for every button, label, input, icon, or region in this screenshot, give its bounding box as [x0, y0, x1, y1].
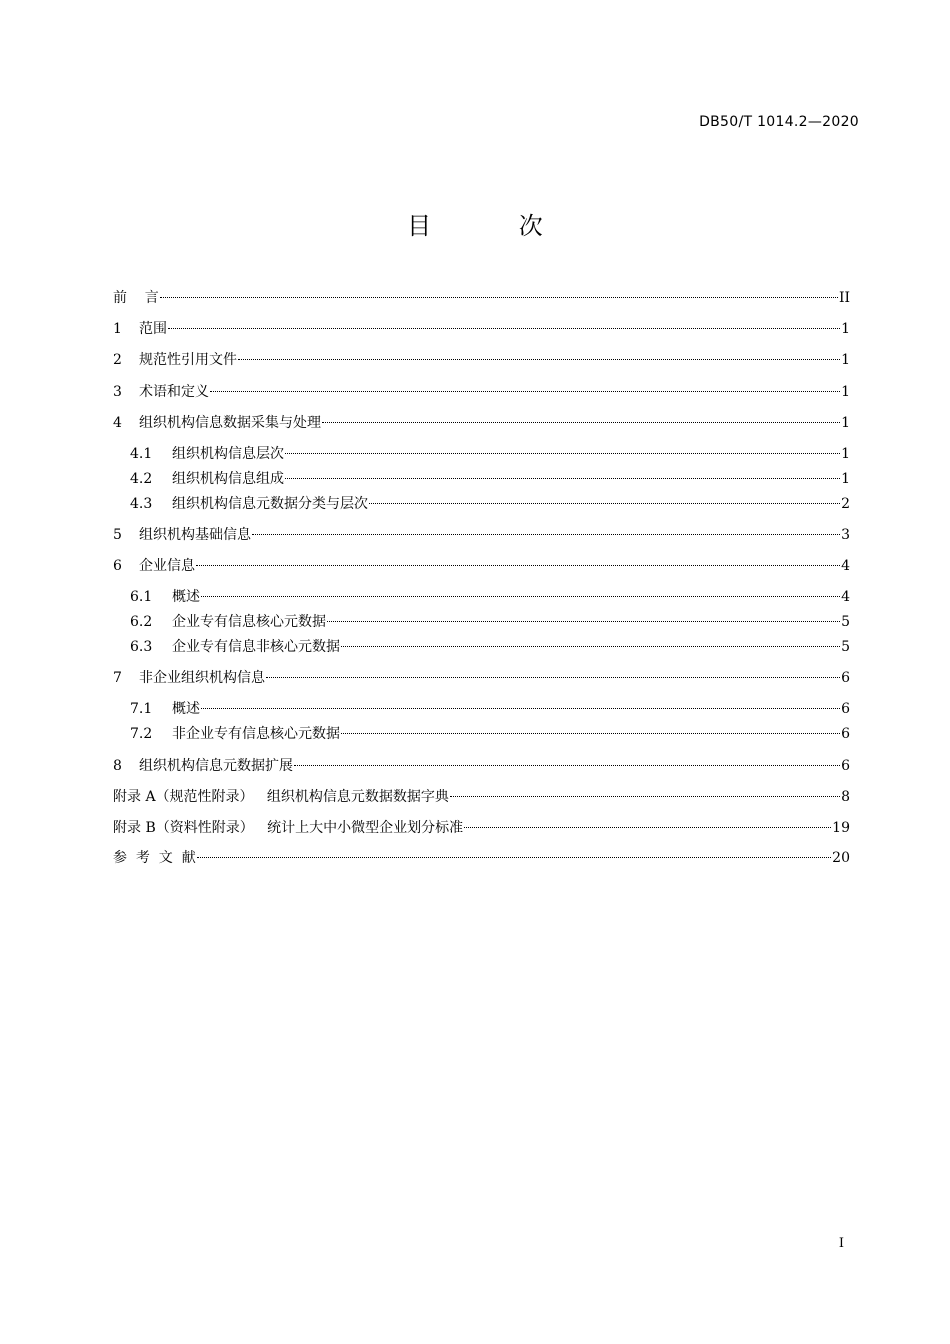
toc-entry-4[interactable]: [113, 413, 850, 433]
toc-entry-label: 范围: [139, 321, 167, 337]
dot-leader: [285, 478, 840, 479]
toc-entry-number: 3: [113, 384, 122, 400]
toc-entry-page: 2: [841, 496, 850, 512]
dot-leader: [450, 796, 840, 797]
toc-entry-2[interactable]: [113, 350, 850, 370]
toc-entry-appendix-a[interactable]: [113, 787, 850, 807]
toc-entry-foreword[interactable]: [113, 288, 850, 308]
dot-leader: [322, 422, 840, 423]
toc-entry-page: 6: [841, 701, 850, 717]
dot-leader: [210, 391, 840, 392]
toc-entry-page: 5: [841, 639, 850, 655]
toc-entry-label: 前 言: [113, 290, 159, 306]
toc-entry-label: 规范性引用文件: [139, 352, 237, 368]
toc-entry-6[interactable]: [113, 556, 850, 576]
toc-entry-number: 8: [113, 758, 122, 774]
toc-entry-4-2[interactable]: [113, 469, 850, 489]
toc-entry-page: 4: [841, 558, 850, 574]
toc-entry-number: 1: [113, 321, 122, 337]
toc-entry-label: 企业专有信息非核心元数据: [172, 639, 340, 655]
toc-entry-page: 1: [841, 384, 850, 400]
toc-entry-label: 组织机构信息元数据分类与层次: [172, 496, 368, 512]
toc-entry-label: 企业专有信息核心元数据: [172, 614, 326, 630]
toc-entry-number: 7: [113, 670, 122, 686]
page-number: I: [838, 1236, 844, 1251]
toc-entry-number: 6.2: [130, 614, 153, 630]
toc-entry-number: 6.1: [130, 589, 153, 605]
dot-leader: [369, 503, 840, 504]
toc-title: 目 次: [407, 212, 583, 240]
dot-leader: [464, 827, 831, 828]
toc-entry-7[interactable]: [113, 668, 850, 688]
toc-entry-label: 参 考 文 献: [113, 850, 196, 866]
toc-entry-label: 组织机构信息数据采集与处理: [139, 415, 321, 431]
toc-entry-number: 5: [113, 527, 122, 543]
toc-entry-label: 非企业专有信息核心元数据: [172, 726, 340, 742]
dot-leader: [196, 565, 840, 566]
dot-leader: [266, 677, 840, 678]
toc-entry-page: 1: [841, 321, 850, 337]
toc-entry-number: 4.3: [130, 496, 153, 512]
toc-entry-page: 6: [841, 726, 850, 742]
dot-leader: [168, 328, 840, 329]
toc-entry-label: 组织机构基础信息: [139, 527, 251, 543]
toc-entry-number: 6: [113, 558, 122, 574]
document-code: DB50/T 1014.2—2020: [699, 114, 859, 130]
dot-leader: [341, 733, 840, 734]
toc-entry-7-2[interactable]: [113, 724, 850, 744]
toc-entry-label: 企业信息: [139, 558, 195, 574]
toc-entry-page: 1: [841, 352, 850, 368]
toc-entry-page: 1: [841, 446, 850, 462]
toc-entry-number: 4: [113, 415, 122, 431]
toc-entry-number: 7.1: [130, 701, 153, 717]
toc-entry-4-3[interactable]: [113, 494, 850, 514]
toc-entry-6-2[interactable]: [113, 612, 850, 632]
dot-leader: [252, 534, 840, 535]
toc-entry-number: 6.3: [130, 639, 153, 655]
toc-entry-label: 概述: [172, 589, 200, 605]
toc-entry-label: 术语和定义: [139, 384, 209, 400]
toc-entry-label: 附录 B（资料性附录） 统计上大中小微型企业划分标准: [113, 820, 464, 836]
toc-entry-page: 5: [841, 614, 850, 630]
dot-leader: [201, 596, 840, 597]
toc-entry-references[interactable]: [113, 848, 850, 868]
toc-entry-label: 组织机构信息层次: [172, 446, 284, 462]
dot-leader: [327, 621, 840, 622]
dot-leader: [201, 708, 840, 709]
toc-entry-page: 20: [832, 850, 850, 866]
toc-entry-label: 附录 A（规范性附录） 组织机构信息元数据数据字典: [113, 789, 449, 805]
toc-entry-number: 4.1: [130, 446, 153, 462]
toc-entry-4-1[interactable]: [113, 444, 850, 464]
toc-entry-3[interactable]: [113, 382, 850, 402]
toc-entry-7-1[interactable]: [113, 699, 850, 719]
toc-entry-1[interactable]: [113, 319, 850, 339]
toc-entry-page: 6: [841, 670, 850, 686]
toc-entry-8[interactable]: [113, 756, 850, 776]
dot-leader: [285, 453, 840, 454]
toc-entry-appendix-b[interactable]: [113, 818, 850, 838]
toc-entry-label: 概述: [172, 701, 200, 717]
toc-entry-6-1[interactable]: [113, 587, 850, 607]
toc-entry-page: 4: [841, 589, 850, 605]
toc-entry-page: 8: [841, 789, 850, 805]
toc-entry-page: II: [838, 290, 850, 306]
toc-entry-page: 1: [841, 471, 850, 487]
toc-entry-number: 7.2: [130, 726, 153, 742]
toc-entry-6-3[interactable]: [113, 637, 850, 657]
toc-entry-page: 3: [841, 527, 850, 543]
dot-leader: [197, 857, 831, 858]
toc-entry-page: 6: [841, 758, 850, 774]
dot-leader: [341, 646, 840, 647]
toc-entry-label: 非企业组织机构信息: [139, 670, 265, 686]
dot-leader: [160, 297, 838, 298]
toc-entry-number: 2: [113, 352, 122, 368]
dot-leader: [294, 765, 840, 766]
toc-entry-label: 组织机构信息元数据扩展: [139, 758, 293, 774]
dot-leader: [238, 359, 840, 360]
toc-entry-5[interactable]: [113, 525, 850, 545]
toc-entry-number: 4.2: [130, 471, 153, 487]
toc-entry-page: 1: [841, 415, 850, 431]
toc-entry-label: 组织机构信息组成: [172, 471, 284, 487]
toc-entry-page: 19: [832, 820, 850, 836]
